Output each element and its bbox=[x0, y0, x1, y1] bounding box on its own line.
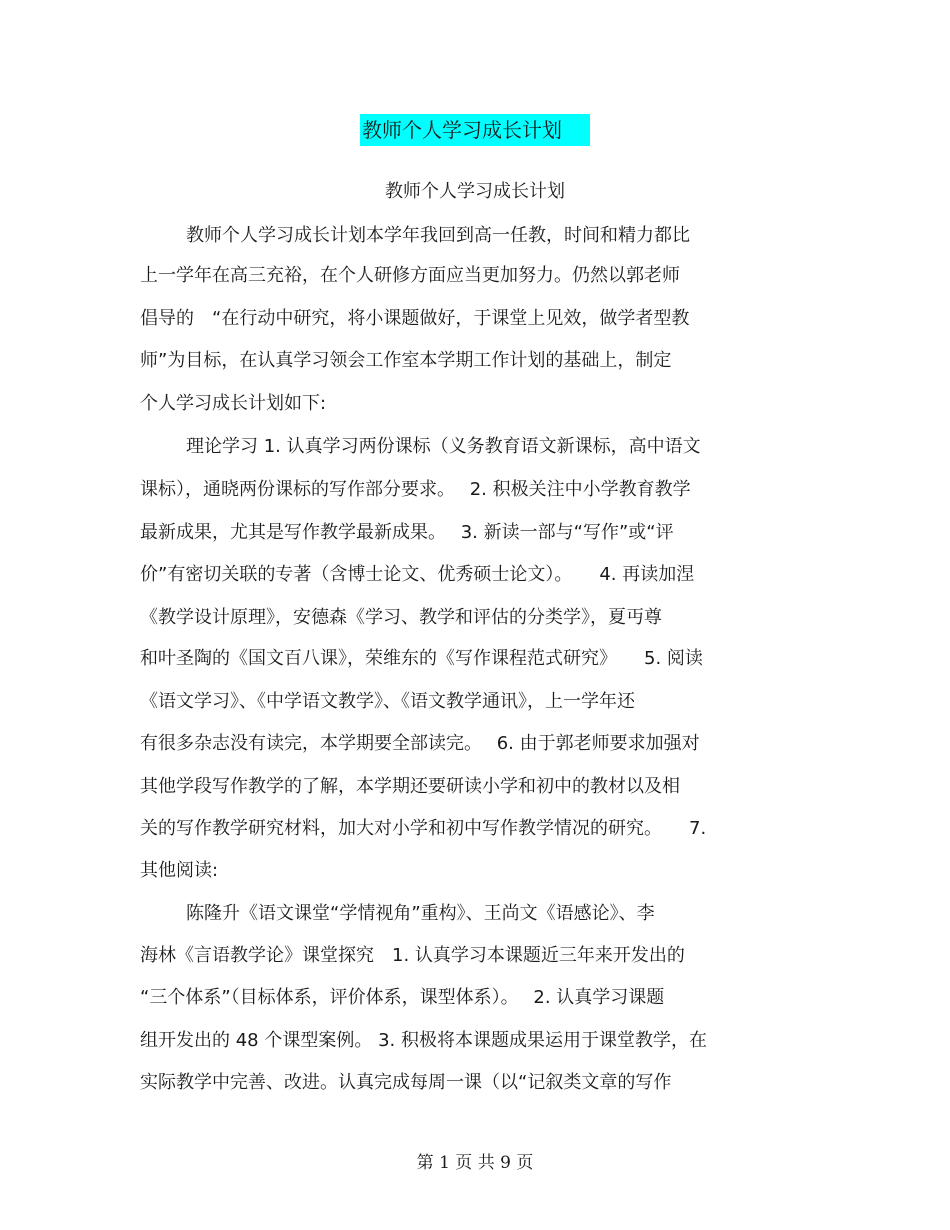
paragraph-line: 陈隆升《语文课堂“学情视角”重构》、王尚文《语感论》、李 bbox=[186, 903, 655, 924]
paragraph-line: 实际教学中完善、改进。认真完成每周一课（以“记叙类文章的写作 bbox=[140, 1072, 672, 1093]
title-container bbox=[0, 114, 950, 146]
paragraph-line: 组开发出的 48 个课型案例。 3. 积极将本课题成果运用于课堂教学，在 bbox=[140, 1030, 707, 1051]
paragraph-line: 教师个人学习成长计划本学年我回到高一任教，时间和精力都比 bbox=[186, 225, 690, 246]
paragraph-line: 关的写作教学研究材料，加大对小学和初中写作教学情况的研究。 7. bbox=[140, 818, 707, 839]
paragraph-line: 课标），通晓两份课标的写作部分要求。 2. 积极关注中小学教育教学 bbox=[140, 479, 691, 500]
paragraph-line: 上一学年在高三充裕，在个人研修方面应当更加努力。仍然以郭老师 bbox=[140, 265, 680, 286]
paragraph-line: 倡导的 “在行动中研究，将小课题做好，于课堂上见效，做学者型教 bbox=[140, 308, 690, 329]
paragraph-line: 海林《言语教学论》课堂探究 1. 认真学习本课题近三年来开发出的 bbox=[140, 945, 685, 966]
paragraph-line: 《教学设计原理》，安德森《学习、教学和评估的分类学》，夏丏尊 bbox=[140, 607, 662, 628]
paragraph-line: “三个体系”（目标体系，评价体系，课型体系）。 2. 认真学习课题 bbox=[140, 987, 665, 1008]
paragraph-line: 其他阅读: bbox=[140, 860, 219, 881]
paragraph-line: 最新成果，尤其是写作教学最新成果。 3. 新读一部与“写作”或“评 bbox=[140, 522, 674, 543]
page-number: 第 1 页 共 9 页 bbox=[416, 1153, 534, 1173]
paragraph-line: 有很多杂志没有读完，本学期要全部读完。 6. 由于郭老师要求加强对 bbox=[140, 733, 700, 754]
paragraph-line: 个人学习成长计划如下: bbox=[140, 393, 327, 414]
document-subtitle: 教师个人学习成长计划 bbox=[385, 181, 565, 202]
paragraph-line: 理论学习 1. 认真学习两份课标（义务教育语文新课标，高中语文 bbox=[186, 436, 701, 457]
paragraph-line: 师”为目标，在认真学习领会工作室本学期工作计划的基础上，制定 bbox=[140, 350, 672, 371]
paragraph-line: 和叶圣陶的《国文百八课》，荣维东的《写作课程范式研究》 5. 阅读 bbox=[140, 648, 703, 669]
document-title: 教师个人学习成长计划 bbox=[360, 114, 590, 146]
paragraph-line: 《语文学习》、《中学语文教学》、《语文教学通讯》，上一学年还 bbox=[140, 691, 635, 712]
paragraph-line: 价”有密切关联的专著（含博士论文、优秀硕士论文）。 4. 再读加涅 bbox=[140, 564, 695, 585]
paragraph-line: 其他学段写作教学的了解，本学期还要研读小学和初中的教材以及相 bbox=[140, 776, 680, 797]
